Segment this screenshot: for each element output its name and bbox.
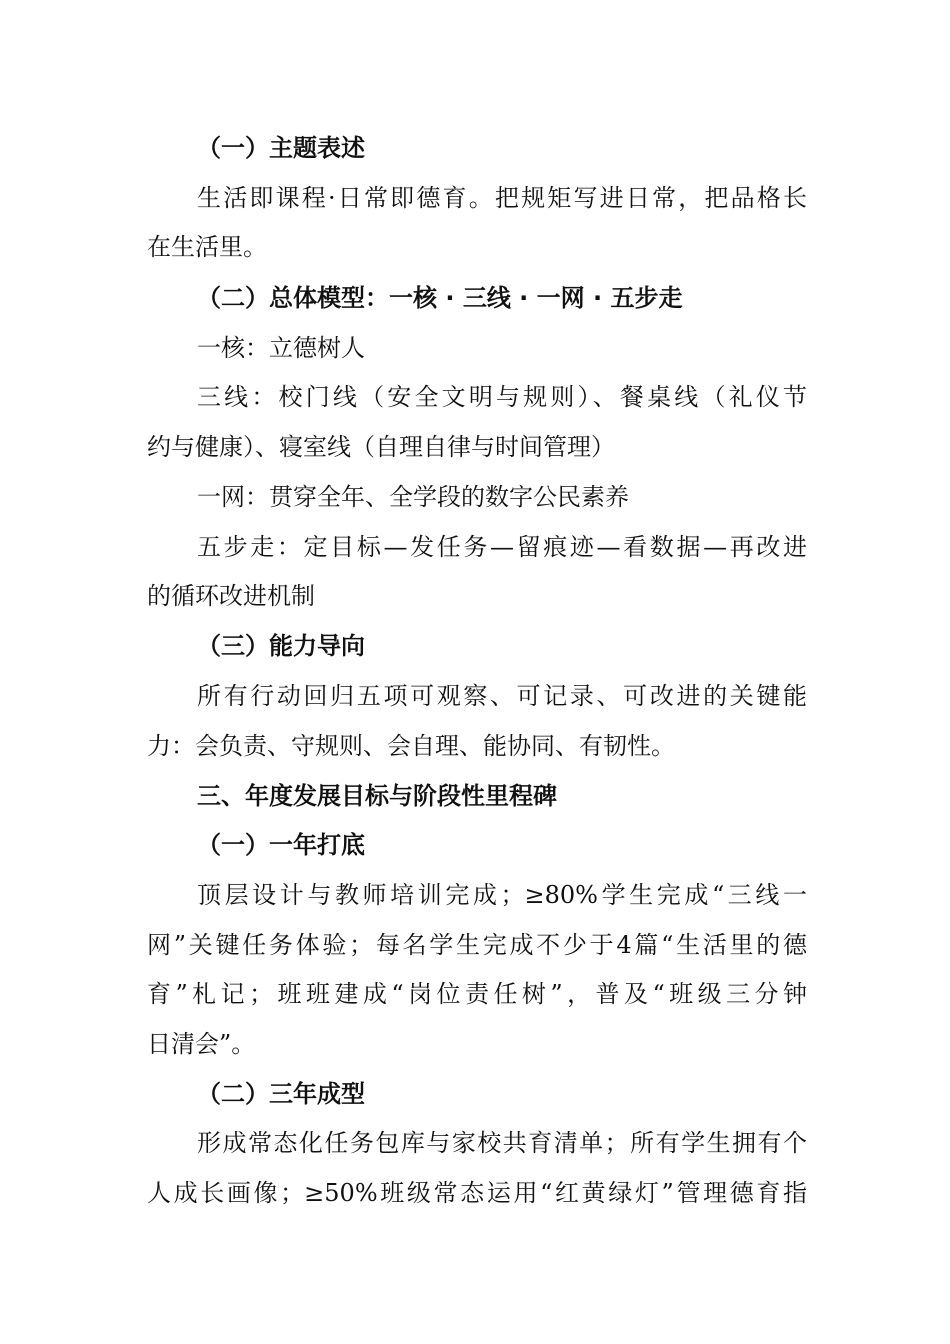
- paragraph-line: 育”札记；班班建成“岗位责任树”，普及“班级三分钟: [147, 980, 807, 1008]
- paragraph-line: 在生活里。: [147, 233, 267, 261]
- paragraph-line: 日清会”。: [147, 1030, 256, 1058]
- section-heading-ability: （三）能力导向: [197, 632, 365, 660]
- paragraph-line-net: 一网：贯穿全年、全学段的数字公民素养: [197, 483, 629, 511]
- chapter-heading-goals: 三、年度发展目标与阶段性里程碑: [197, 782, 557, 810]
- paragraph-line-core: 一核：立德树人: [197, 334, 365, 362]
- paragraph-line: 形成常态化任务包库与家校共育清单；所有学生拥有个: [197, 1129, 807, 1157]
- section-heading-year-three: （二）三年成型: [197, 1080, 365, 1108]
- paragraph-line-steps: 五步走：定目标—发任务—留痕迹—看数据—再改进: [197, 533, 807, 561]
- paragraph-line-lines: 三线：校门线（安全文明与规则）、餐桌线（礼仪节: [197, 383, 807, 411]
- section-heading-theme: （一）主题表述: [197, 134, 365, 162]
- paragraph-line: 力：会负责、守规则、会自理、能协同、有韧性。: [147, 732, 675, 760]
- section-heading-year-one: （一）一年打底: [197, 831, 365, 859]
- paragraph-line: 顶层设计与教师培训完成；≥80%学生完成“三线一: [197, 881, 807, 909]
- section-heading-model: （二）总体模型：一核 · 三线 · 一网 · 五步走: [197, 284, 683, 312]
- paragraph-line: 的循环改进机制: [147, 582, 315, 610]
- paragraph-line: 约与健康）、寝室线（自理自律与时间管理）: [147, 433, 615, 461]
- paragraph-line: 人成长画像；≥50%班级常态运用“红黄绿灯”管理德育指: [147, 1179, 807, 1207]
- paragraph-line: 生活即课程·日常即德育。把规矩写进日常，把品格长: [197, 184, 807, 212]
- paragraph-line: 所有行动回归五项可观察、可记录、可改进的关键能: [197, 682, 807, 710]
- paragraph-line: 网”关键任务体验；每名学生完成不少于4篇“生活里的德: [147, 931, 807, 959]
